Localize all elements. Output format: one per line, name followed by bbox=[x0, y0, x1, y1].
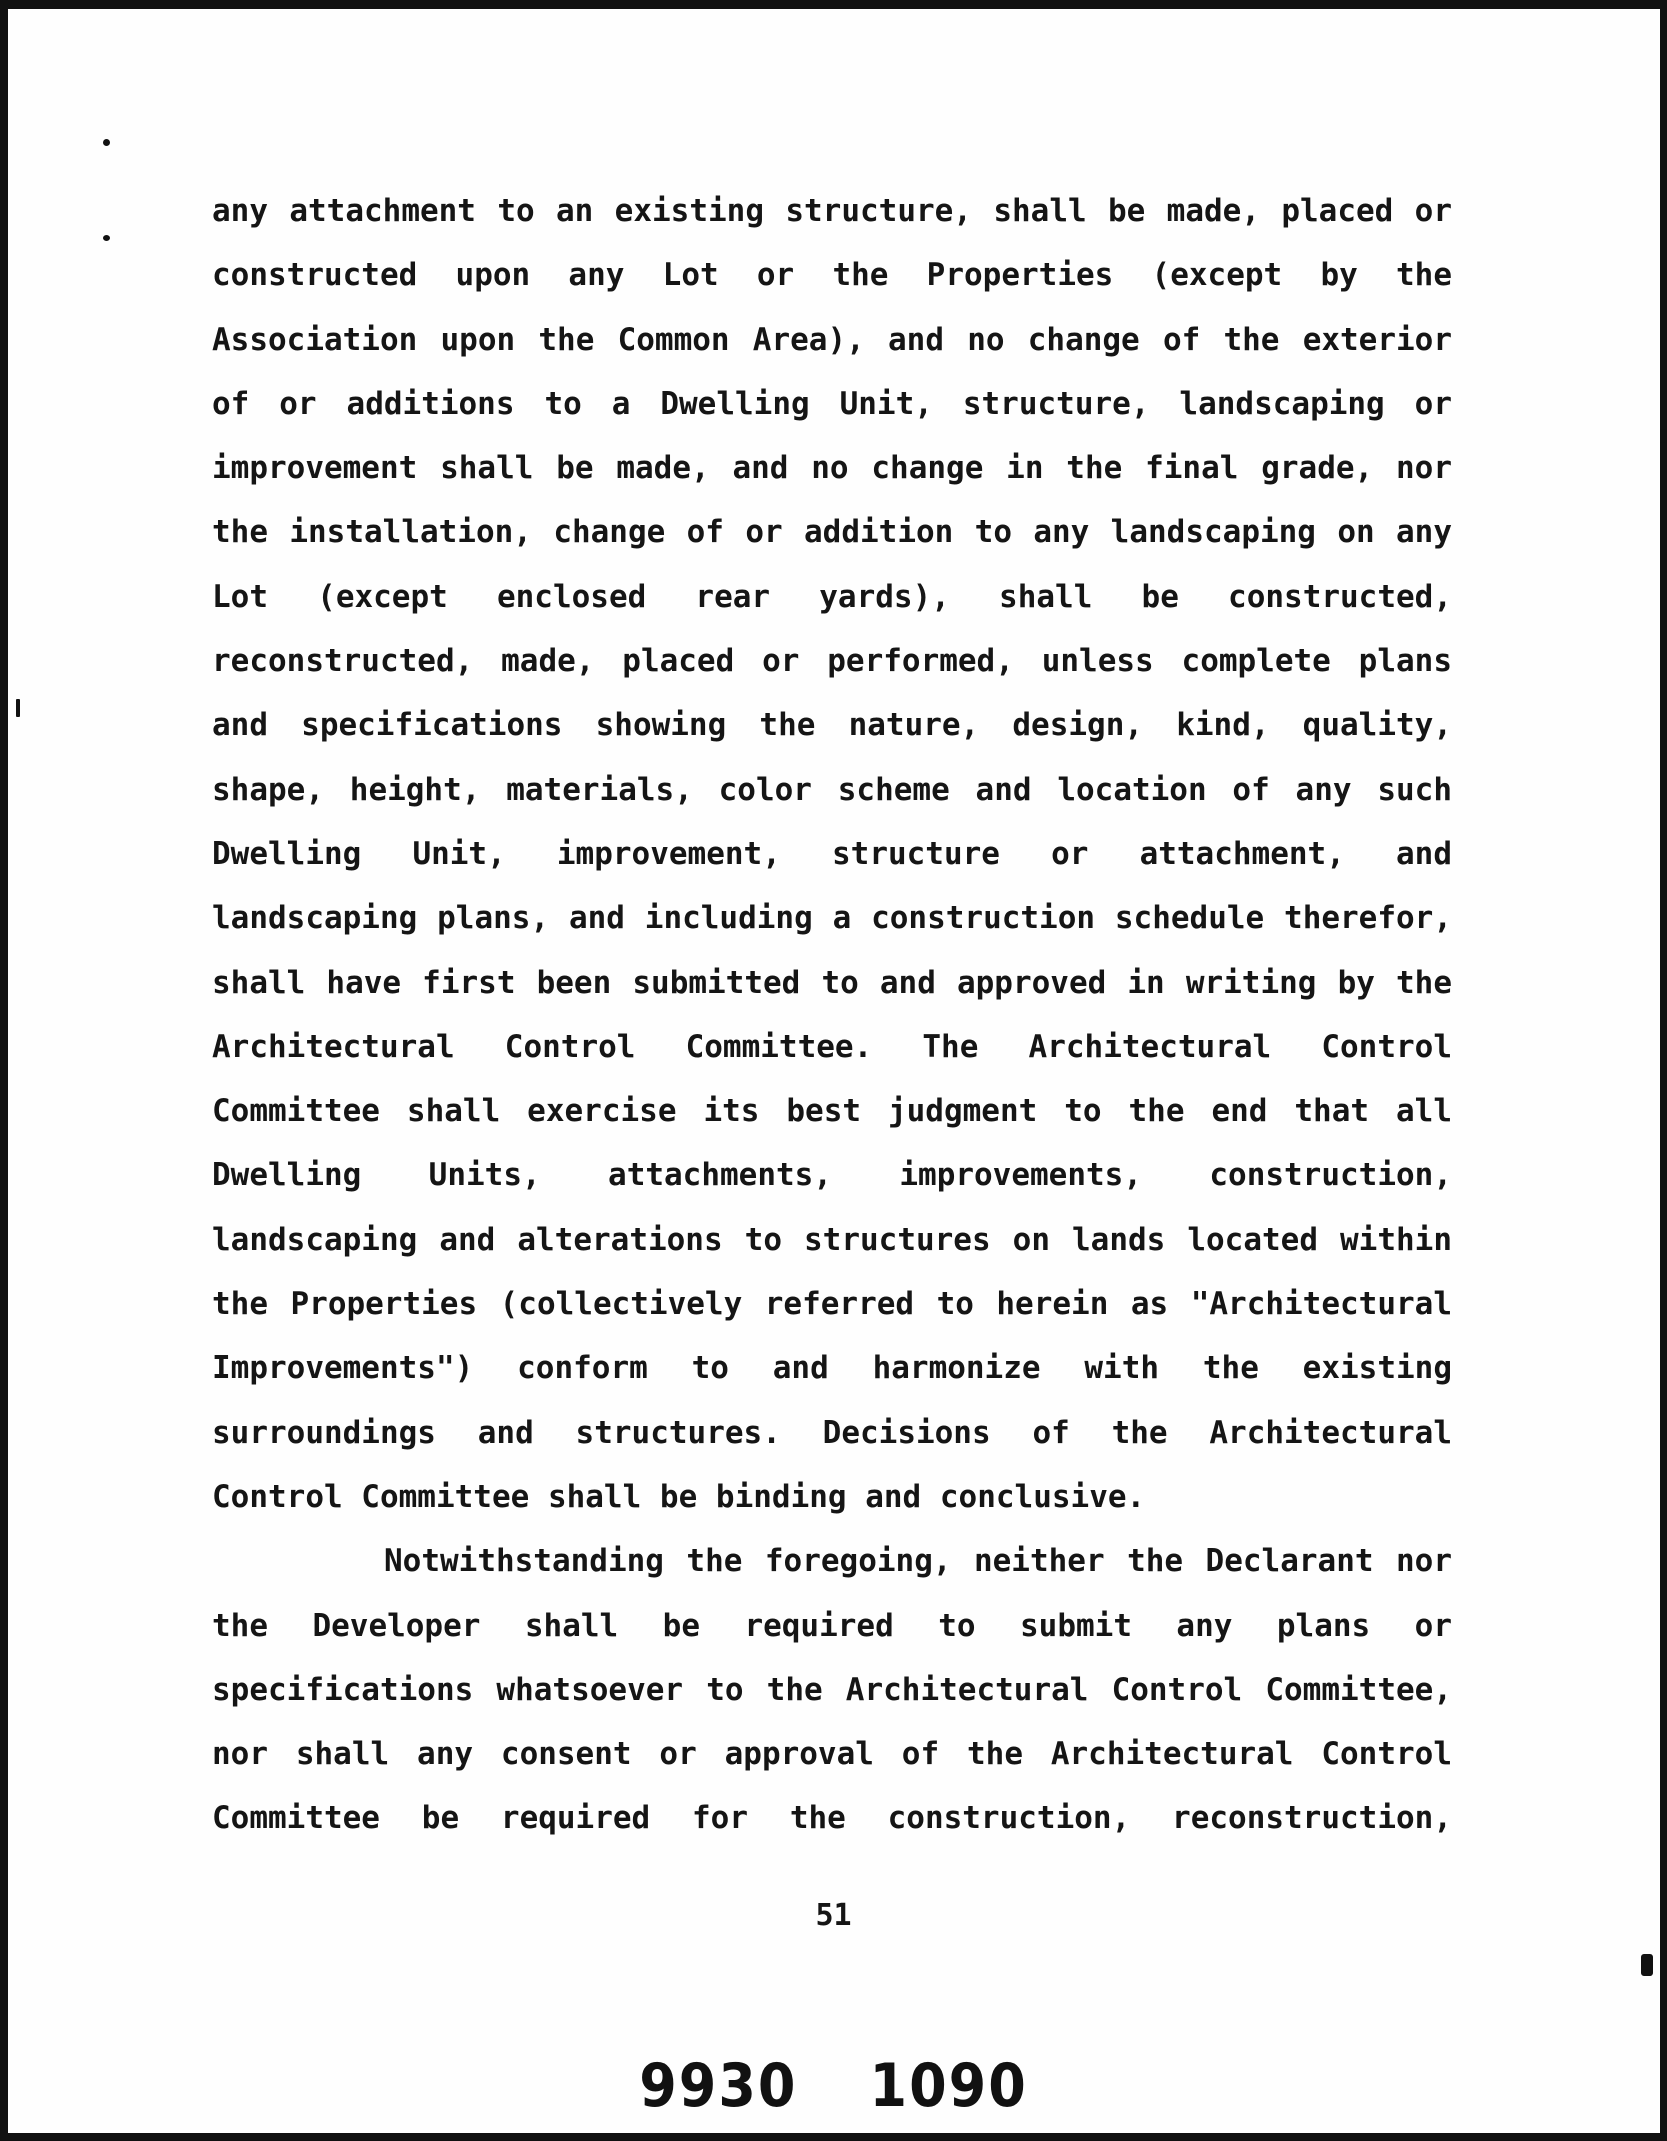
stamp-right-number: 1090 bbox=[869, 2050, 1028, 2121]
text-line: the Properties (collectively referred to herein as "Architectural bbox=[212, 1286, 1452, 1323]
scan-speck bbox=[103, 235, 110, 241]
text-line: Improvements") conform to and harmonize with the existing bbox=[212, 1350, 1452, 1387]
document-body bbox=[212, 188, 1452, 1860]
text-line: Dwelling Units, attachments, improvements, construction, bbox=[212, 1157, 1452, 1194]
text-line: shall have first been submitted to and approved in writing by the bbox=[212, 964, 1452, 1001]
text-line: shape, height, materials, color scheme and location of any such bbox=[212, 771, 1452, 808]
text-line: any attachment to an existing structure, shall be made, placed or bbox=[212, 193, 1452, 229]
text-line: landscaping plans, and including a construction schedule therefor, bbox=[212, 900, 1452, 937]
text-line: nor shall any consent or approval of the Architectural Control bbox=[212, 1736, 1452, 1773]
text-line: the installation, change of or addition to any landscaping on any bbox=[212, 514, 1452, 551]
text-line: Committee shall exercise its best judgment to the end that all bbox=[212, 1093, 1452, 1130]
paragraph-1 bbox=[212, 188, 1452, 1538]
text-line: Notwithstanding the foregoing, neither the Declarant nor bbox=[384, 1543, 1452, 1580]
scan-speck bbox=[1660, 429, 1665, 443]
scan-speck bbox=[103, 139, 110, 146]
text-line: Association upon the Common Area), and no change of the exterior bbox=[212, 321, 1452, 358]
text-line: Lot (except enclosed rear yards), shall be constructed, bbox=[212, 578, 1452, 615]
scan-speck bbox=[1641, 1954, 1653, 1976]
text-line: improvement shall be made, and no change in the final grade, nor bbox=[212, 450, 1452, 487]
text-line: Control Committee shall be binding and conclusive. bbox=[212, 1478, 1146, 1515]
stamp-left-number: 9930 bbox=[639, 2050, 798, 2121]
text-line: Committee be required for the construction, reconstruction, bbox=[212, 1800, 1452, 1837]
document-id-stamp bbox=[0, 2051, 1667, 2120]
text-line: specifications whatsoever to the Architectural Control Committee, bbox=[212, 1671, 1452, 1708]
text-line: the Developer shall be required to submit any plans or bbox=[212, 1607, 1452, 1644]
page-number: 51 bbox=[815, 1898, 852, 1933]
text-line: Architectural Control Committee. The Architectural Control bbox=[212, 1028, 1452, 1065]
text-line: and specifications showing the nature, design, kind, quality, bbox=[212, 707, 1452, 744]
paragraph-2 bbox=[212, 1538, 1452, 1859]
text-line: landscaping and alterations to structures on lands located within bbox=[212, 1221, 1452, 1258]
scan-speck bbox=[16, 699, 20, 717]
text-line: Dwelling Unit, improvement, structure or attachment, and bbox=[212, 835, 1452, 872]
text-line: reconstructed, made, placed or performed, unless complete plans bbox=[212, 643, 1452, 680]
text-line: constructed upon any Lot or the Properties (except by the bbox=[212, 257, 1452, 294]
text-line: surroundings and structures. Decisions of the Architectural bbox=[212, 1414, 1452, 1451]
text-line: of or additions to a Dwelling Unit, structure, landscaping or bbox=[212, 385, 1452, 422]
